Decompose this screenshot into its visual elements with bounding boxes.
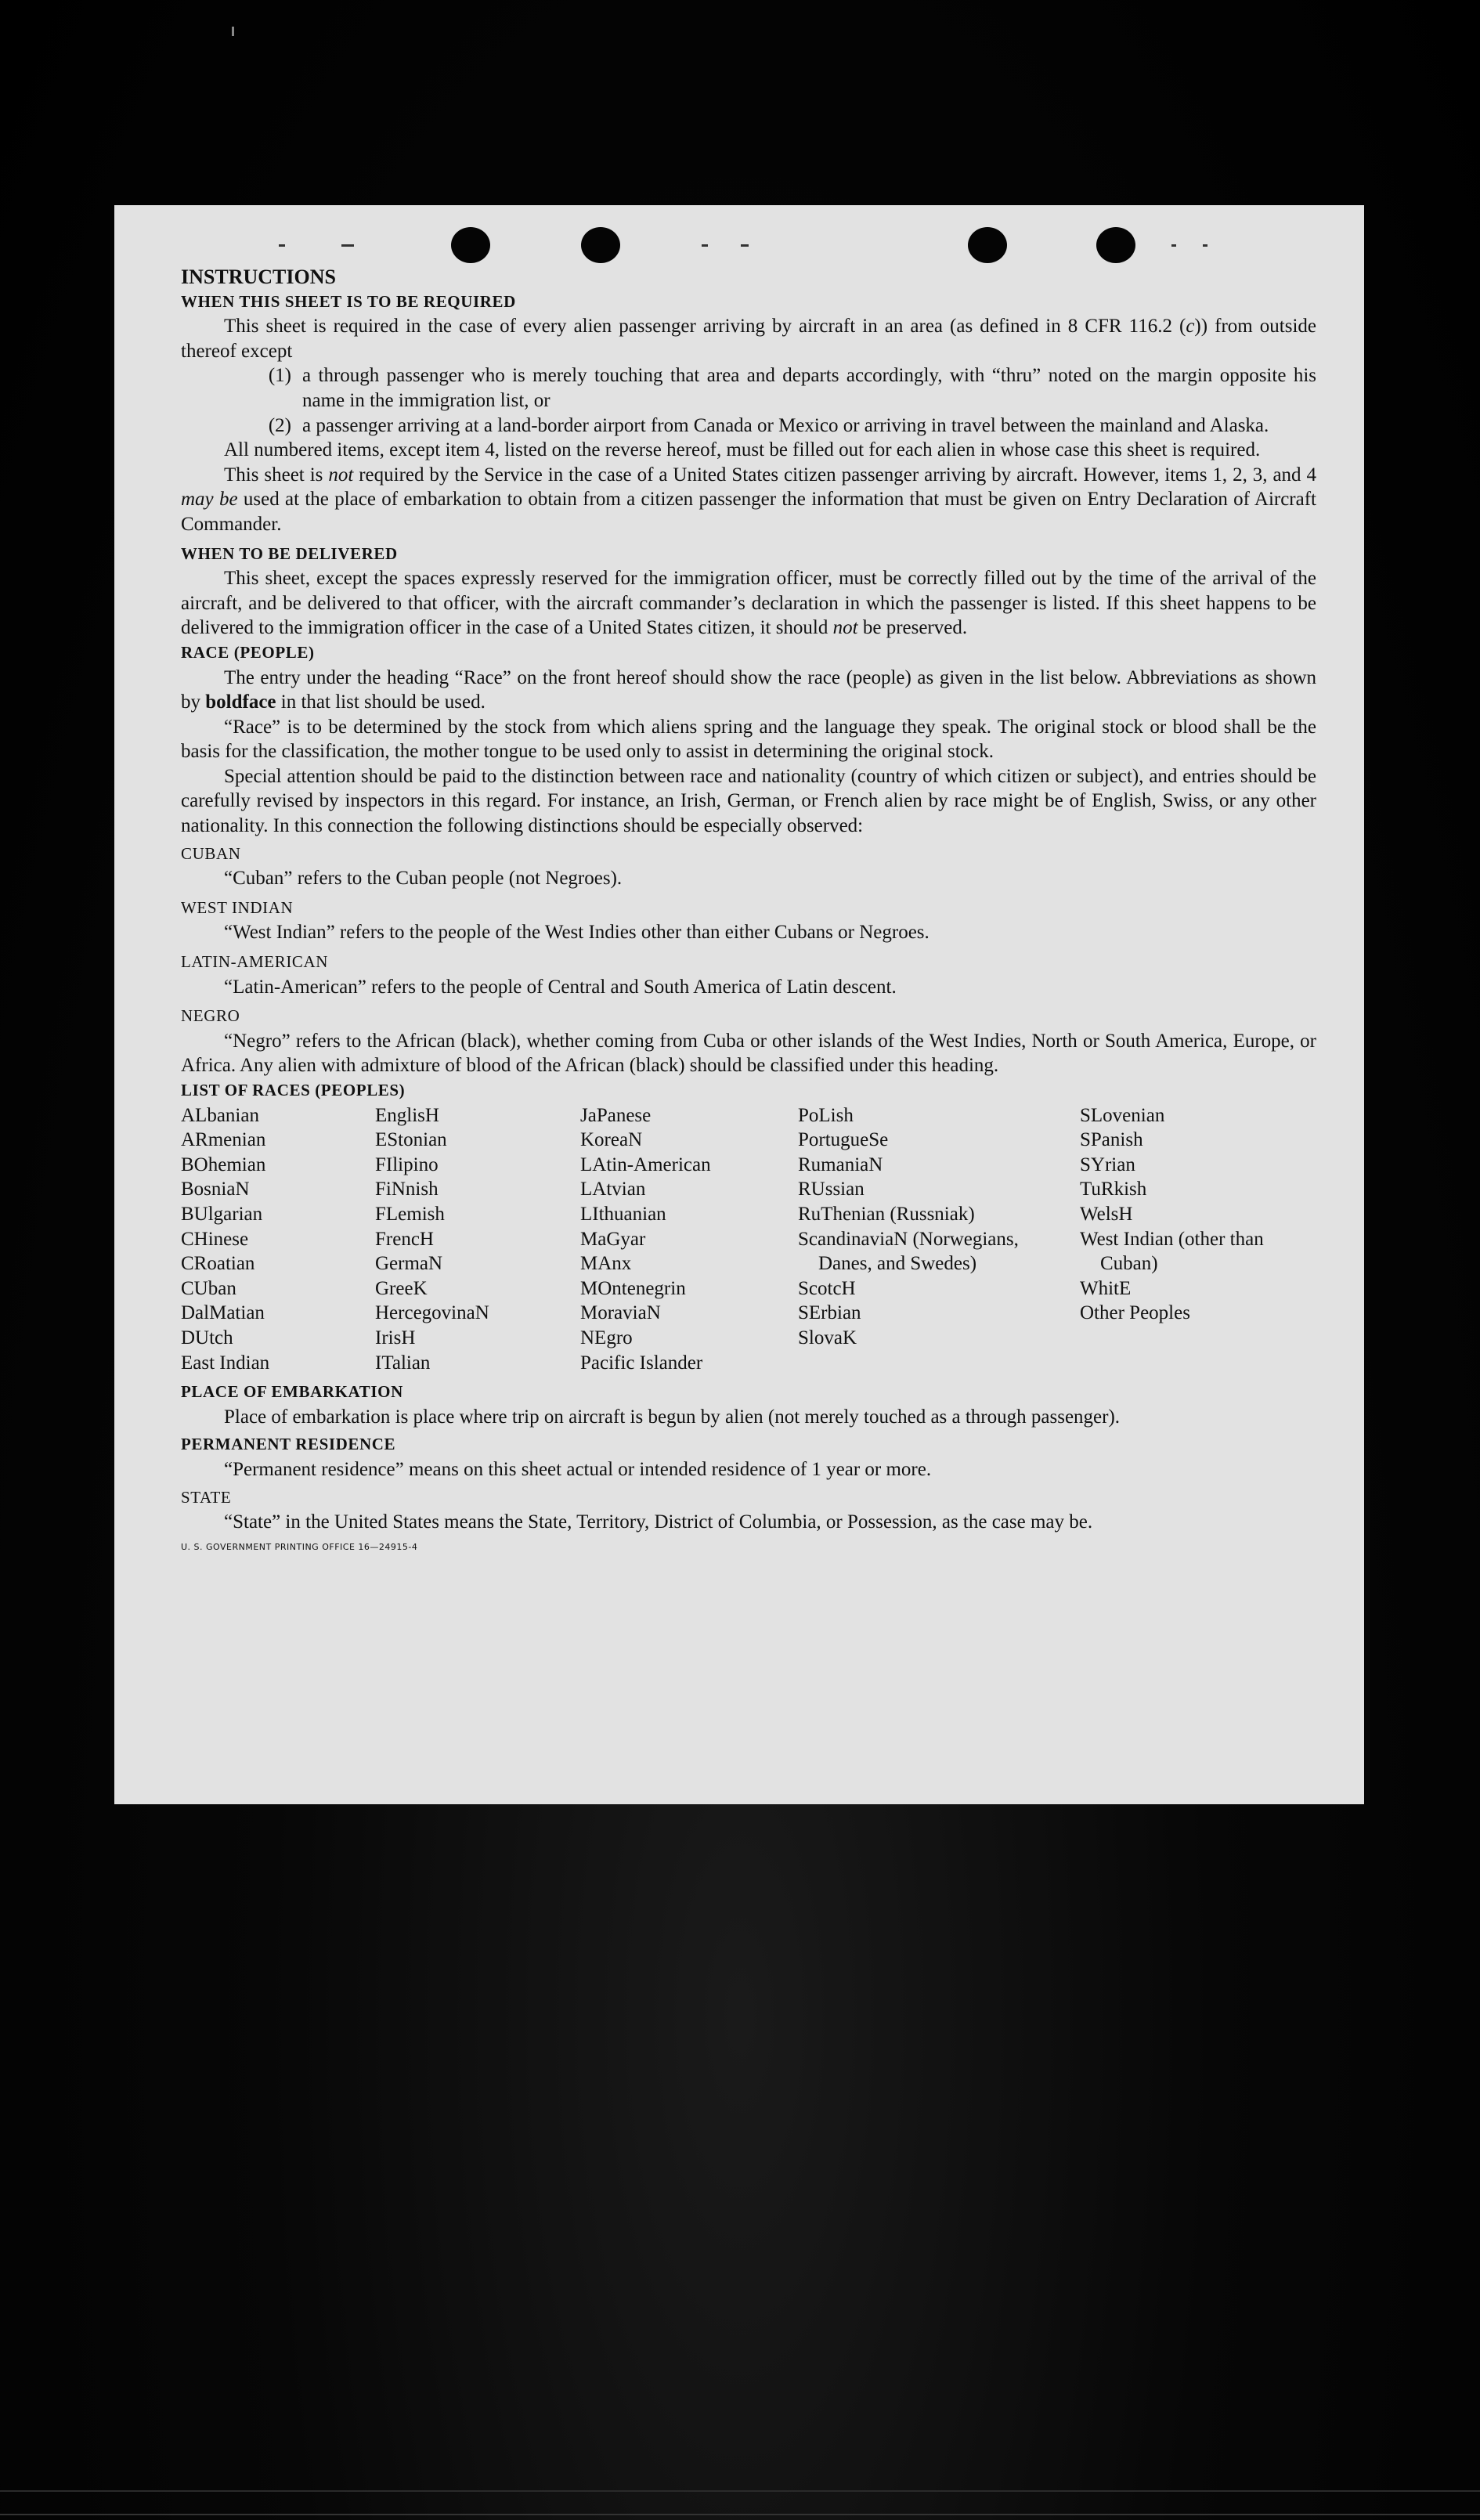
exception-item (181, 363, 1316, 413)
exception-item (181, 413, 1316, 439)
race-entry: GermaN (375, 1253, 443, 1275)
italic-run: c (1186, 316, 1195, 338)
exception-text: a passenger arriving at a land-border airport from Canada or Mexico or arriving in travel between the mainland and Alaska. (302, 414, 1269, 436)
race-entry: EnglisH (375, 1104, 439, 1126)
paragraph-cuban: “Cuban” refers to the Cuban people (not Negroes). (224, 868, 623, 890)
race-entry: MaGyar (580, 1228, 646, 1250)
race-entry: KoreaN (580, 1129, 643, 1151)
race-entry: PortugueSe (798, 1129, 889, 1151)
section-heading-state: STATE (181, 1487, 232, 1507)
film-edge-line (0, 2514, 1480, 2515)
race-entry: SLovenian (1080, 1104, 1165, 1126)
text-run: The entry under the heading “Race” on the front hereof should show the race (people) as given in the list below. Abbreviations as shown by (181, 666, 1316, 713)
section-heading-embarkation: PLACE OF EMBARKATION (181, 1382, 403, 1402)
race-entry: JaPanese (580, 1104, 652, 1126)
race-entry: FLemish (375, 1203, 445, 1225)
race-entry: MAnx (580, 1253, 632, 1275)
section-heading-list-of-races: LIST OF RACES (PEOPLES) (181, 1081, 406, 1099)
race-entry: LAtvian (580, 1179, 646, 1200)
race-entry: CUban (181, 1277, 236, 1299)
race-entry: RUssian (798, 1179, 865, 1200)
race-entry: West Indian (other than Cuban) (1080, 1228, 1264, 1275)
exception-number: (1) (268, 365, 291, 387)
italic-run: not (832, 617, 858, 639)
race-entry: ITalian (375, 1352, 431, 1374)
scan-speck (232, 27, 234, 36)
race-entry: ScotcH (798, 1277, 856, 1299)
film-edge-line (0, 2490, 1480, 2492)
italic-run: may be (181, 489, 238, 511)
race-entry: GreeK (375, 1277, 428, 1299)
race-entry: DalMatian (181, 1302, 265, 1324)
race-entry: FrencH (375, 1228, 434, 1250)
paragraph-delivery (181, 566, 1316, 641)
section-heading-when-delivered: WHEN TO BE DELIVERED (181, 543, 398, 563)
page-title: INSTRUCTIONS (181, 265, 336, 288)
race-entry: CRoatian (181, 1253, 255, 1275)
race-entry: WelsH (1080, 1203, 1133, 1225)
race-entry: Other Peoples (1080, 1302, 1190, 1324)
race-entry: RuThenian (Russniak) (798, 1203, 975, 1225)
paragraph-state: “State” in the United States means the State, Territory, District of Columbia, or Possession, as the case may be. (224, 1511, 1093, 1533)
paragraph-negro: “Negro” refers to the African (black), whether coming from Cuba or other islands of the West Indies, North or South America, Europe, or Africa. Any alien with admixture of blood of the African (black) should be classified under this heading. (181, 1030, 1316, 1077)
race-entry: RumaniaN (798, 1153, 883, 1175)
punch-hole (451, 227, 490, 263)
section-heading-when-required: WHEN THIS SHEET IS TO BE REQUIRED (181, 291, 516, 311)
race-entry: PoLish (798, 1104, 854, 1126)
race-entry: Pacific Islander (580, 1352, 703, 1374)
text-run: required by the Service in the case of a United States citizen passenger arriving by aircraft. However, items 1, 2, 3, and 4 (353, 464, 1316, 486)
paragraph-latin-american: “Latin-American” refers to the people of Central and South America of Latin descent. (224, 976, 897, 998)
paragraph-race-definition: “Race” is to be determined by the stock from which aliens spring and the language they speak. The original stock or blood shall be the basis for the classification, the mother tongue to be used only to assist in determining the original stock. (181, 716, 1316, 763)
scan-mark (1203, 244, 1207, 247)
section-heading-latin-american: LATIN-AMERICAN (181, 952, 329, 972)
races-column-1 (181, 1103, 375, 1376)
paragraph-requirement (181, 314, 1316, 363)
text-run: in that list should be used. (276, 691, 486, 713)
text-run: )) from outside thereof except (181, 316, 1316, 362)
paragraph-embarkation: Place of embarkation is place where trip on aircraft is begun by alien (not merely touched as a through passenger). (224, 1406, 1121, 1428)
race-entry: SlovaK (798, 1327, 857, 1348)
race-entry: BosniaN (181, 1179, 250, 1200)
race-entry: DUtch (181, 1327, 233, 1348)
race-entry: HercegovinaN (375, 1302, 489, 1324)
scan-mark (341, 244, 354, 247)
section-heading-race: RACE (PEOPLE) (181, 642, 315, 662)
race-entry: TuRkish (1080, 1179, 1147, 1200)
paragraph-west-indian: “West Indian” refers to the people of the West Indies other than either Cubans or Negroes. (224, 922, 930, 944)
section-heading-cuban: CUBAN (181, 843, 241, 863)
race-entry: East Indian (181, 1352, 270, 1374)
section-heading-west-indian: WEST INDIAN (181, 897, 294, 917)
race-entry: ScandinaviaN (Norwegians, Danes, and Swedes) (798, 1228, 1019, 1275)
races-list (181, 1103, 1316, 1376)
section-heading-residence: PERMANENT RESIDENCE (181, 1435, 396, 1454)
paragraph-numbered-items: All numbered items, except item 4, listed on the reverse hereof, must be filled out for each alien in whose case this sheet is required. (224, 439, 1261, 461)
race-entry: BOhemian (181, 1153, 266, 1175)
punch-hole (581, 227, 620, 263)
scan-mark (741, 244, 749, 247)
race-entry: MoraviaN (580, 1302, 661, 1324)
text-run: used at the place of embarkation to obtain from a citizen passenger the information that must be given on Entry Declaration of Aircraft Commander. (181, 489, 1317, 535)
exception-text: a through passenger who is merely touching that area and departs accordingly, with “thru” noted on the margin opposite his name in the immigration list, or (302, 365, 1316, 411)
race-entry: FIlipino (375, 1153, 439, 1175)
punch-hole (968, 227, 1007, 263)
races-column-4 (798, 1103, 1080, 1376)
paragraph-citizen (181, 463, 1316, 537)
races-column-5 (1080, 1103, 1316, 1376)
races-column-2 (375, 1103, 580, 1376)
paragraph-residence: “Permanent residence” means on this sheet actual or intended residence of 1 year or more. (224, 1458, 932, 1480)
race-entry: IrisH (375, 1327, 416, 1348)
race-entry: SErbian (798, 1302, 861, 1324)
document-body (181, 265, 1316, 1559)
italic-run: not (328, 464, 354, 486)
scan-mark (279, 244, 285, 247)
text-run: be preserved. (857, 617, 968, 639)
section-heading-negro: NEGRO (181, 1006, 240, 1026)
race-entry: LAtin-American (580, 1153, 711, 1175)
race-entry: BUlgarian (181, 1203, 263, 1225)
race-entry: ARmenian (181, 1129, 266, 1151)
scan-mark (702, 244, 708, 247)
instruction-sheet (114, 205, 1364, 1804)
paragraph-race-nationality: Special attention should be paid to the distinction between race and nationality (country of which citizen or subject), and entries should be carefully revised by inspectors in this regard. For instance, an Irish, German, or French alien by race might be of English, Swiss, or any other nationality. In this connection the following distinctions should be especially observed: (181, 765, 1316, 837)
race-entry: MOntenegrin (580, 1277, 686, 1299)
printing-office-footer: U. S. GOVERNMENT PRINTING OFFICE 16—24915-4 (181, 1541, 418, 1552)
race-entry: EStonian (375, 1129, 447, 1151)
text-run: This sheet is (224, 464, 329, 486)
text-run: This sheet, except the spaces expressly reserved for the immigration officer, must be correctly filled out by the time of the arrival of the aircraft, and be delivered to that officer, with the aircraft commander’s declaration in which the passenger is listed. If this sheet happens to be delivered to the immigration officer in the case of a United States citizen, it should (181, 568, 1316, 639)
paragraph-race-entry (181, 666, 1316, 715)
race-entry: NEgro (580, 1327, 633, 1348)
race-entry: SPanish (1080, 1129, 1143, 1151)
race-entry: CHinese (181, 1228, 249, 1250)
races-column-3 (580, 1103, 798, 1376)
race-entry: WhitE (1080, 1277, 1132, 1299)
race-entry: FiNnish (375, 1179, 439, 1200)
text-run: This sheet is required in the case of every alien passenger arriving by aircraft in an area (as defined in 8 CFR 116.2 ( (224, 316, 1186, 338)
exception-number: (2) (268, 414, 291, 436)
punch-hole (1096, 227, 1135, 263)
race-entry: SYrian (1080, 1153, 1135, 1175)
race-entry: LIthuanian (580, 1203, 666, 1225)
race-entry: ALbanian (181, 1104, 259, 1126)
bold-run: boldface (205, 691, 276, 713)
scan-mark (1171, 244, 1176, 247)
